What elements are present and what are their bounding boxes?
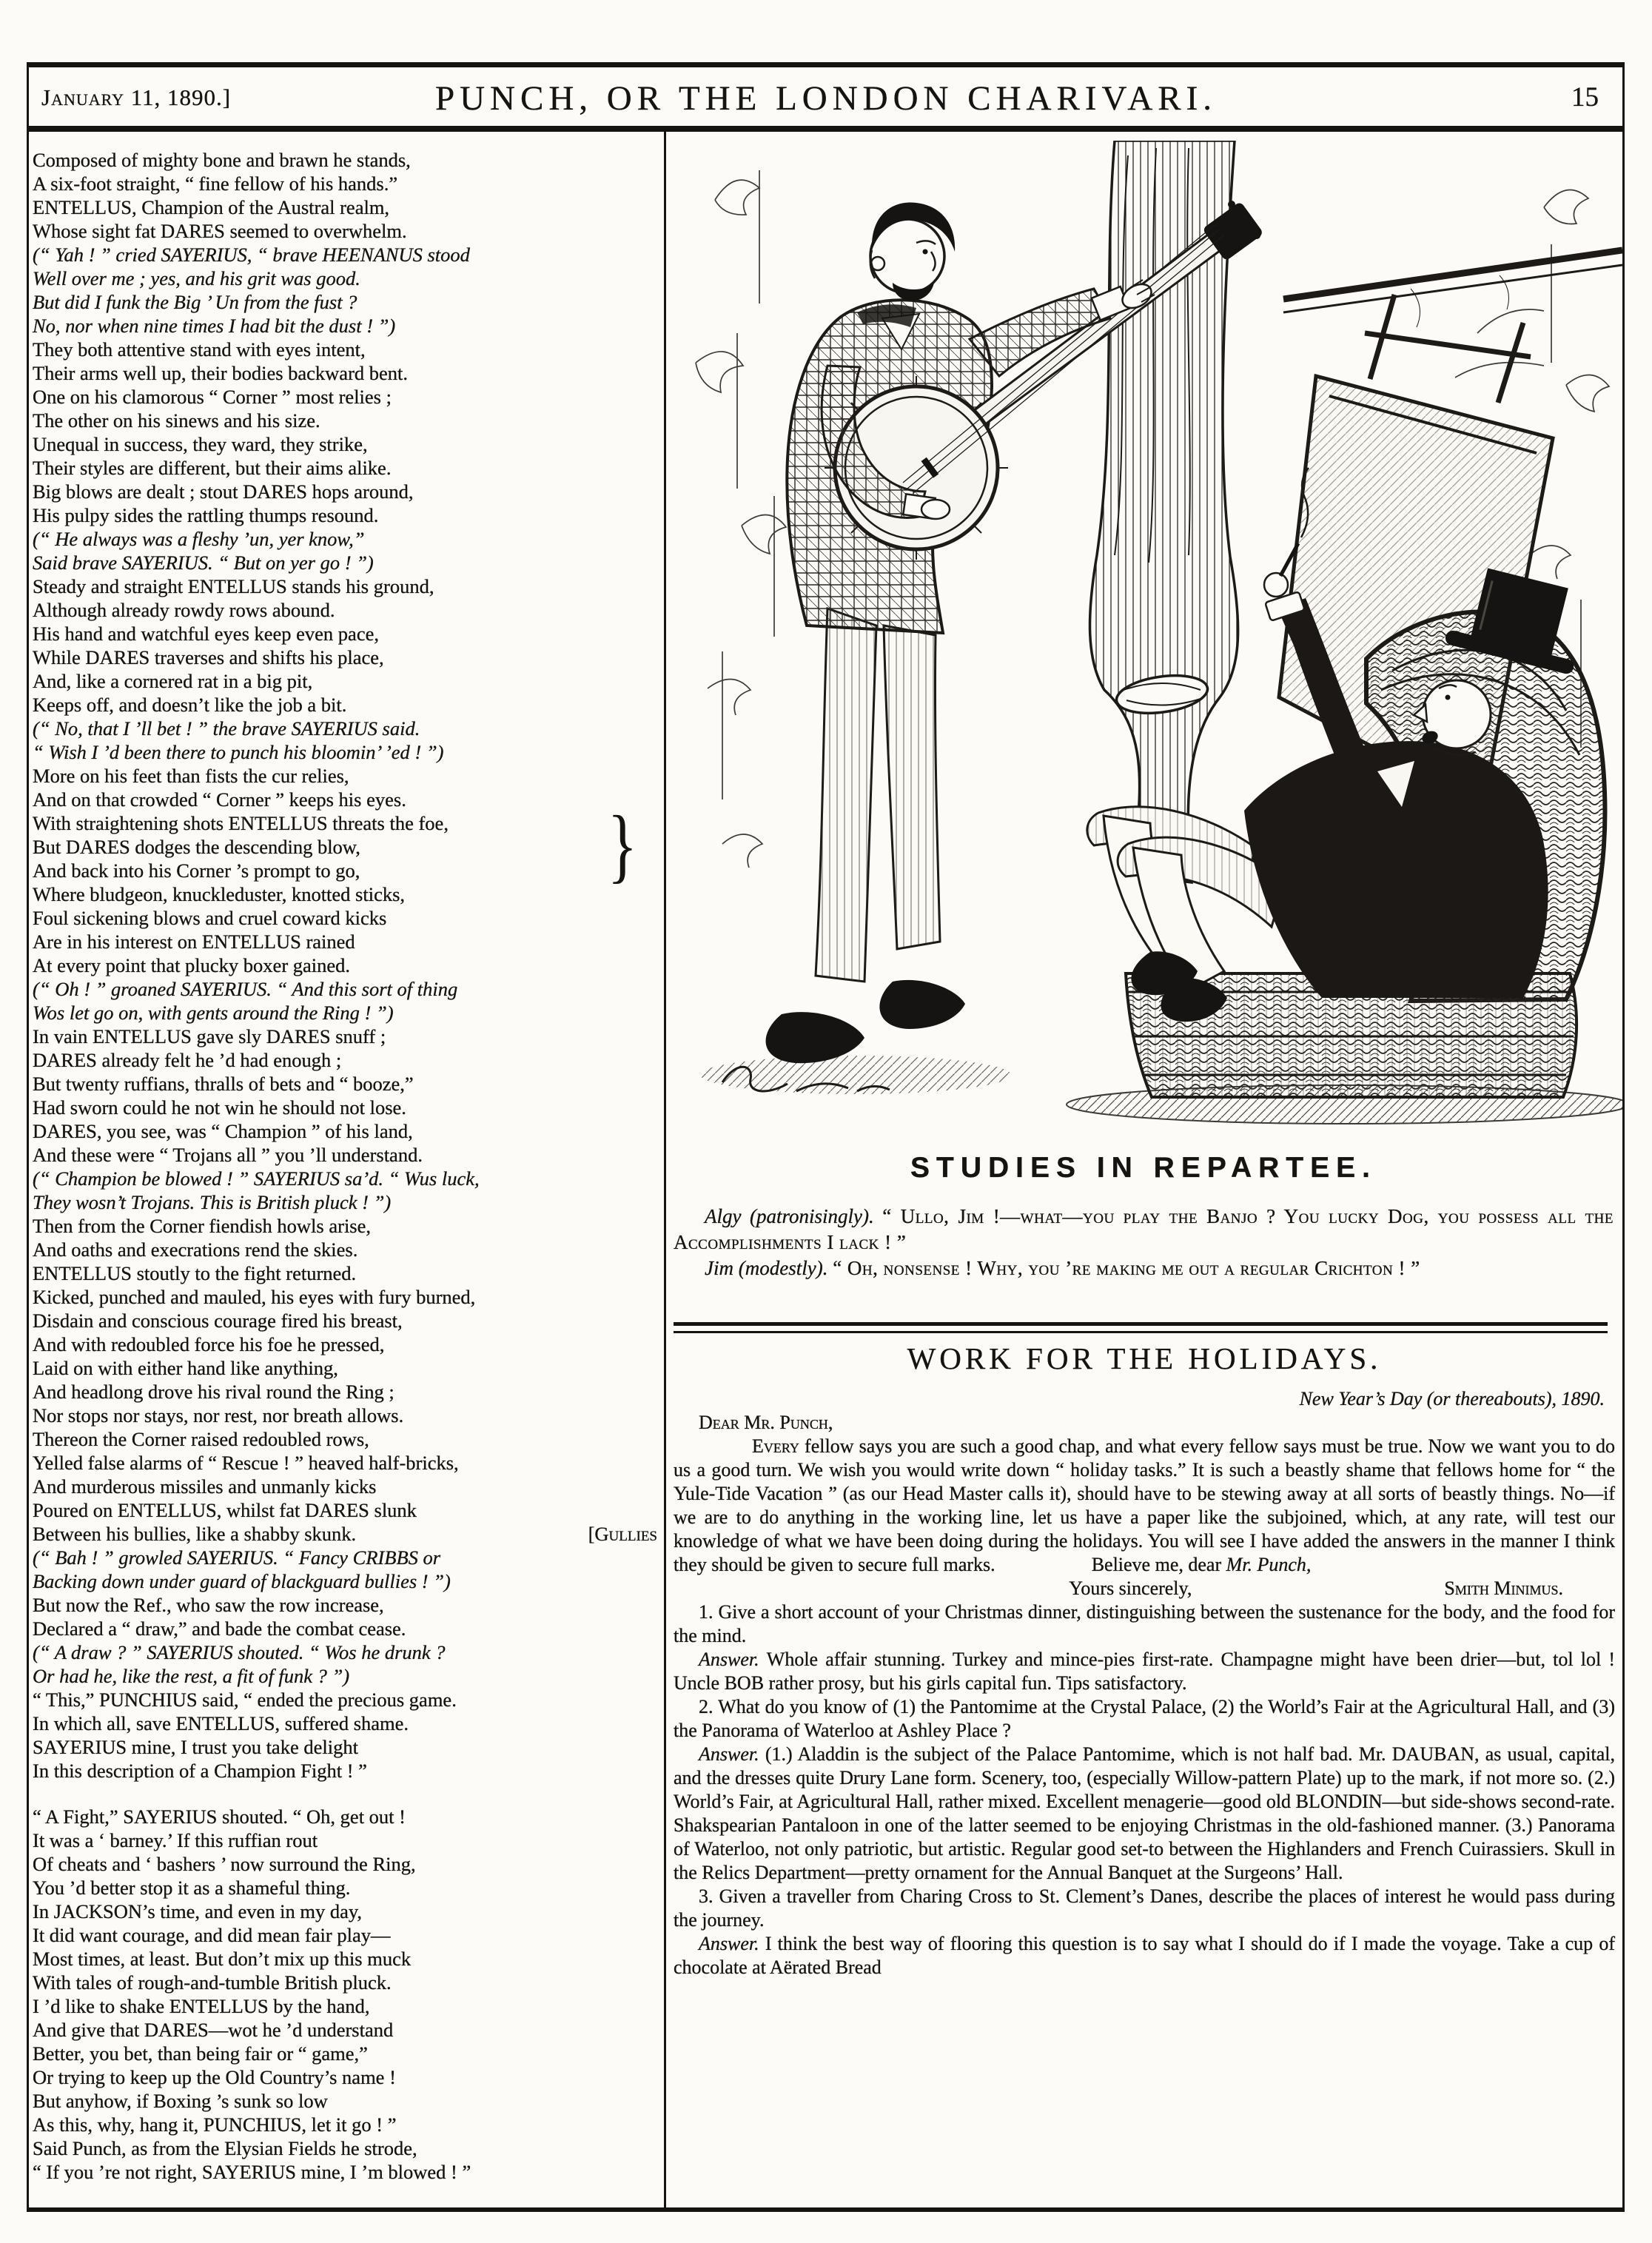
poem-line: More on his feet than fists the cur relies, — [33, 765, 349, 787]
poem-line: The other on his sinews and his size. — [33, 409, 320, 432]
poem-line: “ If you ’re not right, SAYERIUS mine, I ’m blowed ! ” — [33, 2161, 471, 2183]
poem-line: Backing down under guard of blackguard bullies ! ”) — [33, 1570, 451, 1592]
poem-line: But now the Ref., who saw the row increase, — [33, 1594, 384, 1616]
top-rule — [27, 62, 1624, 67]
poem-line: Nor stops nor stays, nor rest, nor breath allows. — [33, 1404, 404, 1426]
branch — [1283, 250, 1622, 327]
signed-name: Smith Minimus. — [1444, 1578, 1563, 1599]
poem-line: And give that DARES—wot he ’d understand — [33, 2019, 394, 2041]
poem-line: As this, why, hang it, PUNCHIUS, let it go ! ” — [33, 2113, 397, 2136]
poem-line: And oaths and execrations rend the skies. — [33, 1238, 358, 1261]
answer-paragraph: Answer. I think the best way of flooring this question is to say what I should do if I made the voyage. Take a cup of chocolate at Aërated Bread — [674, 1933, 1615, 1978]
poem-line: Thereon the Corner raised redoubled rows, — [33, 1428, 369, 1450]
poem-line: Then from the Corner fiendish howls arise, — [33, 1215, 372, 1237]
poem-line: Most times, at least. But don’t mix up this muck — [33, 1948, 412, 1970]
question-paragraph: 1. Give a short account of your Christmas dinner, distinguishing between the sustenance for the body, and the food for the mind. — [674, 1601, 1615, 1646]
poem — [33, 148, 660, 2184]
poem-line: Well over me ; yes, and his grit was good. — [33, 267, 360, 289]
valediction: Believe me, dear Mr. Punch, — [1091, 1554, 1312, 1575]
poem-line: SAYERIUS mine, I trust you take delight — [33, 1736, 358, 1758]
poem-line: His hand and watchful eyes keep even pace, — [33, 623, 379, 645]
poem-line: Composed of mighty bone and brawn he stands, — [33, 149, 411, 171]
poem-line: Or trying to keep up the Old Country’s name ! — [33, 2066, 396, 2088]
poem-line: One on his clamorous “ Corner ” most relies ; — [33, 386, 392, 408]
signature-line — [674, 1577, 1615, 1600]
poem-line: And with redoubled force his foe he pressed, — [33, 1333, 385, 1355]
poem-line: At every point that plucky boxer gained. — [33, 954, 351, 976]
poem-line: ENTELLUS, Champion of the Austral realm, — [33, 196, 390, 218]
floor-shadow — [700, 1056, 1011, 1094]
poem-line: Foul sickening blows and cruel coward kicks — [33, 907, 387, 929]
letter-paragraph — [674, 1435, 1615, 1577]
answer-paragraph: Answer. Whole affair stunning. Turkey and mince-pies first-rate. Champagne might have been drier—but, tol lol ! Uncle BOB rather prosy, but his girls capital fun. Tips satisfactory. — [674, 1649, 1616, 1694]
poem-line: (“ Yah ! ” cried SAYERIUS, “ brave HEENANUS stood — [33, 244, 470, 266]
poem-line: Wos let go on, with gents around the Ring ! ”) — [33, 1002, 394, 1024]
poem-line: No, nor when nine times I had bit the dust ! ”) — [33, 315, 396, 337]
studies-in-repartee-illustration — [671, 141, 1622, 1133]
salutation: Dear Mr. Punch, — [699, 1412, 833, 1433]
catchword: [Gullies — [588, 1523, 657, 1545]
poem-line: Of cheats and ‘ bashers ’ now surround the Ring, — [33, 1853, 416, 1875]
poem-line: Where bludgeon, knuckleduster, knotted sticks, — [33, 883, 406, 905]
poem-line: In which all, save ENTELLUS, suffered shame. — [33, 1712, 409, 1734]
hand — [921, 500, 950, 519]
poem-line: Had sworn could he not win he should not lose. — [33, 1096, 406, 1119]
poem-line: It did want courage, and did mean fair play— — [33, 1924, 391, 1946]
yours-sincerely: Yours sincerely, — [1069, 1578, 1192, 1599]
poem-line: “ Wish I ’d been there to punch his bloomin’ ’ed ! ”) — [33, 741, 444, 763]
poem-line: You ’d better stop it as a shameful thing. — [33, 1877, 351, 1899]
letter-first-word: Every — [752, 1435, 799, 1457]
poem-line: In this description of a Champion Fight ! ” — [33, 1760, 367, 1782]
poem-line: With straightening shots ENTELLUS threats the foe, — [33, 812, 449, 834]
caption-block — [674, 1152, 1614, 1281]
poem-line: It was a ‘ barney.’ If this ruffian rout — [33, 1829, 318, 1851]
valediction-addressee: Mr. Punch, — [1226, 1554, 1312, 1575]
poem-line: And on that crowded “ Corner ” keeps his eyes. — [33, 788, 406, 811]
poem-line: Are in his interest on ENTELLUS rained — [33, 931, 355, 953]
poem-line: A six-foot straight, “ fine fellow of his hands.” — [33, 172, 398, 195]
poem-line: Kicked, punched and mauled, his eyes with fury burned, — [33, 1286, 476, 1308]
poem-line: And headlong drove his rival round the Ring ; — [33, 1381, 394, 1403]
dateline: New Year’s Day (or thereabouts), 1890. — [1299, 1388, 1605, 1409]
poem-line: With tales of rough-and-tumble British pluck. — [33, 1971, 392, 1994]
masthead-title: PUNCH, OR THE LONDON CHARIVARI. — [434, 79, 1218, 118]
column-divider-rule — [664, 132, 666, 2207]
shoe — [766, 1012, 864, 1063]
poem-line: And, like a cornered rat in a big pit, — [33, 670, 313, 692]
poem-line: (“ Champion be blowed ! ” SAYERIUS sa’d. “ Wus luck, — [33, 1167, 480, 1190]
poem-line: Keeps off, and doesn’t like the job a bit. — [33, 694, 347, 716]
poem-line: In JACKSON’s time, and even in my day, — [33, 1900, 363, 1922]
article-qa — [674, 1600, 1615, 1979]
poem-line: Whose sight fat DARES seemed to overwhelm. — [33, 220, 407, 242]
poem-line: Declared a “ draw,” and bade the combat cease. — [33, 1617, 406, 1640]
poem-line: But twenty ruffians, thralls of bets and “ booze,” — [33, 1073, 414, 1095]
answer-paragraph: Answer. (1.) Aladdin is the subject of the Palace Pantomime, which is not half bad. Mr. DAUBAN, as usual, capital, and the dresses quite Drury Lane form. Scenery, too, (especially Willow-pattern Plate) up to the mark, if not more so. (2.) World’s Fair, at Agricultural Hall, rather mixed. Excellent menagerie—good old BLONDIN—but side-shows second-rate. Shakspearian Pantaloon in one of the latter seemed to be enjoying Christmas in the old-fashioned manner. (3.) Panorama of Waterloo, not only patriotic, but artistic. Regular good set-to between the Highlanders and French Cuirassiers. Skull in the Relics Department—pretty ornament for the Annual Banquet at the Surgeons’ Hall. — [674, 1743, 1616, 1883]
poem-line: They both attentive stand with eyes intent, — [33, 338, 366, 361]
poem-line: They wosn’t Trojans. This is British pluck ! ”) — [33, 1191, 392, 1213]
poem-line: Disdain and conscious courage fired his breast, — [33, 1310, 403, 1332]
poem-line: Said brave SAYERIUS. “ But on yer go ! ”) — [33, 551, 374, 574]
bottom-rule — [27, 2207, 1624, 2212]
poem-line: And these were “ Trojans all ” you ’ll understand. — [33, 1144, 423, 1166]
dialogue-line: Jim (modestly). “ Oh, nonsense ! Why, you ’re making me out a regular Crichton ! ” — [705, 1257, 1420, 1279]
poem-line: While DARES traverses and shifts his place, — [33, 646, 384, 668]
dialogue-line: Algy (patronisingly). “ Ullo, Jim !—what—you play the Banjo ? You lucky Dog, you possess all the Accomplishments I lack ! ” — [674, 1205, 1614, 1253]
header-rule — [27, 126, 1624, 132]
poem-brace: } — [607, 799, 638, 891]
poem-line: But DARES dodges the descending blow, } — [33, 799, 638, 891]
poem-line: In vain ENTELLUS gave sly DARES snuff ; — [33, 1025, 386, 1047]
poem-line: (“ He always was a fleshy ’un, yer know,” — [33, 528, 365, 550]
poem-line: Although already rowdy rows abound. — [33, 599, 335, 621]
poem-line: Big blows are dealt ; stout DARES hops around, — [33, 480, 414, 503]
poem-line: Their arms well up, their bodies backward bent. — [33, 362, 409, 384]
poem-line: Between his bullies, like a shabby skunk. [Gullies — [33, 1523, 657, 1545]
poem-line: His pulpy sides the rattling thumps resound. — [33, 504, 379, 526]
right-border-rule — [1622, 62, 1625, 2212]
issue-date: January 11, 1890.] — [41, 84, 232, 110]
caption-title: STUDIES IN REPARTEE. — [910, 1152, 1377, 1184]
poem-line: DARES, you see, was “ Champion ” of his land, — [33, 1120, 413, 1142]
poem-line: Or had he, like the rest, a fit of funk ? ”) — [33, 1665, 350, 1687]
poem-line: I ’d like to shake ENTELLUS by the hand, — [33, 1995, 370, 2017]
poem-line: Said Punch, as from the Elysian Fields he strode, — [33, 2137, 417, 2159]
caption-dialogue — [674, 1204, 1614, 1281]
poem-line: And back into his Corner ’s prompt to go, — [33, 859, 360, 882]
poem-line: Laid on with either hand like anything, — [33, 1357, 338, 1379]
hand — [1264, 573, 1288, 597]
poem-line: Poured on ENTELLUS, whilst fat DARES slunk — [33, 1499, 417, 1521]
shoe — [879, 980, 965, 1029]
poem-line: (“ Oh ! ” groaned SAYERIUS. “ And this sort of thing — [33, 978, 458, 1000]
question-paragraph: 3. Given a traveller from Charing Cross to St. Clement’s Danes, describe the places of interest he would pass during the journey. — [674, 1885, 1615, 1931]
poem-line: Their styles are different, but their aims alike. — [33, 457, 392, 479]
page-number: 15 — [1571, 82, 1599, 113]
poem-line: (“ Bah ! ” growled SAYERIUS. “ Fancy CRIBBS or — [33, 1546, 441, 1569]
letter-body: fellow says you are such a good chap, and what every fellow says must be true. Now we want you to do us a good turn. We wish you would write down “ holiday tasks.” It is such a beastly shame that fellows home for “ the Yule-Tide Vacation ” (as our Head Master calls it), should have to be stewing away at all sorts of beastly things. No—if we are to do anything in the working line, let us have a paper like the subjoined, which, at any rate, will test our knowledge of what we have been doing during the holidays. You will see I have added the answers in the manner I think they should be given to secure full marks. — [674, 1435, 1615, 1575]
article-title: WORK FOR THE HOLIDAYS. — [907, 1341, 1382, 1375]
article — [674, 1341, 1615, 1979]
poem-line: ENTELLUS stoutly to the fight returned. — [33, 1262, 357, 1284]
poem-line: (“ A draw ? ” SAYERIUS shouted. “ Wos he drunk ? — [33, 1641, 446, 1663]
poem-line: But anyhow, if Boxing ’s sunk so low — [33, 2090, 328, 2112]
poem-line: And murderous missiles and unmanly kicks — [33, 1475, 377, 1498]
poem-line: Yelled false alarms of “ Rescue ! ” heaved half-bricks, — [33, 1452, 459, 1474]
poem-line: Steady and straight ENTELLUS stands his ground, — [33, 575, 434, 597]
poem-line: Better, you bet, than being fair or “ game,” — [33, 2042, 368, 2065]
left-border-rule — [27, 62, 29, 2212]
poem-line: But did I funk the Big ’ Un from the fust ? — [33, 291, 357, 313]
poem-line: “ This,” PUNCHIUS said, “ ended the precious game. — [33, 1689, 457, 1711]
poem-line: DARES already felt he ’d had enough ; — [33, 1049, 342, 1071]
question-paragraph: 2. What do you know of (1) the Pantomime at the Crystal Palace, (2) the World’s Fair at the Agricultural Hall, and (3) the Panorama of Waterloo at Ashley Place ? — [674, 1696, 1615, 1741]
section-divider-rule — [674, 1322, 1608, 1333]
poem-line: (“ No, that I ’ll bet ! ” the brave SAYERIUS said. — [33, 717, 420, 740]
poem-line: Unequal in success, they ward, they strike, — [33, 433, 368, 455]
poem-line: “ A Fight,” SAYERIUS shouted. “ Oh, get out ! — [33, 1806, 406, 1828]
